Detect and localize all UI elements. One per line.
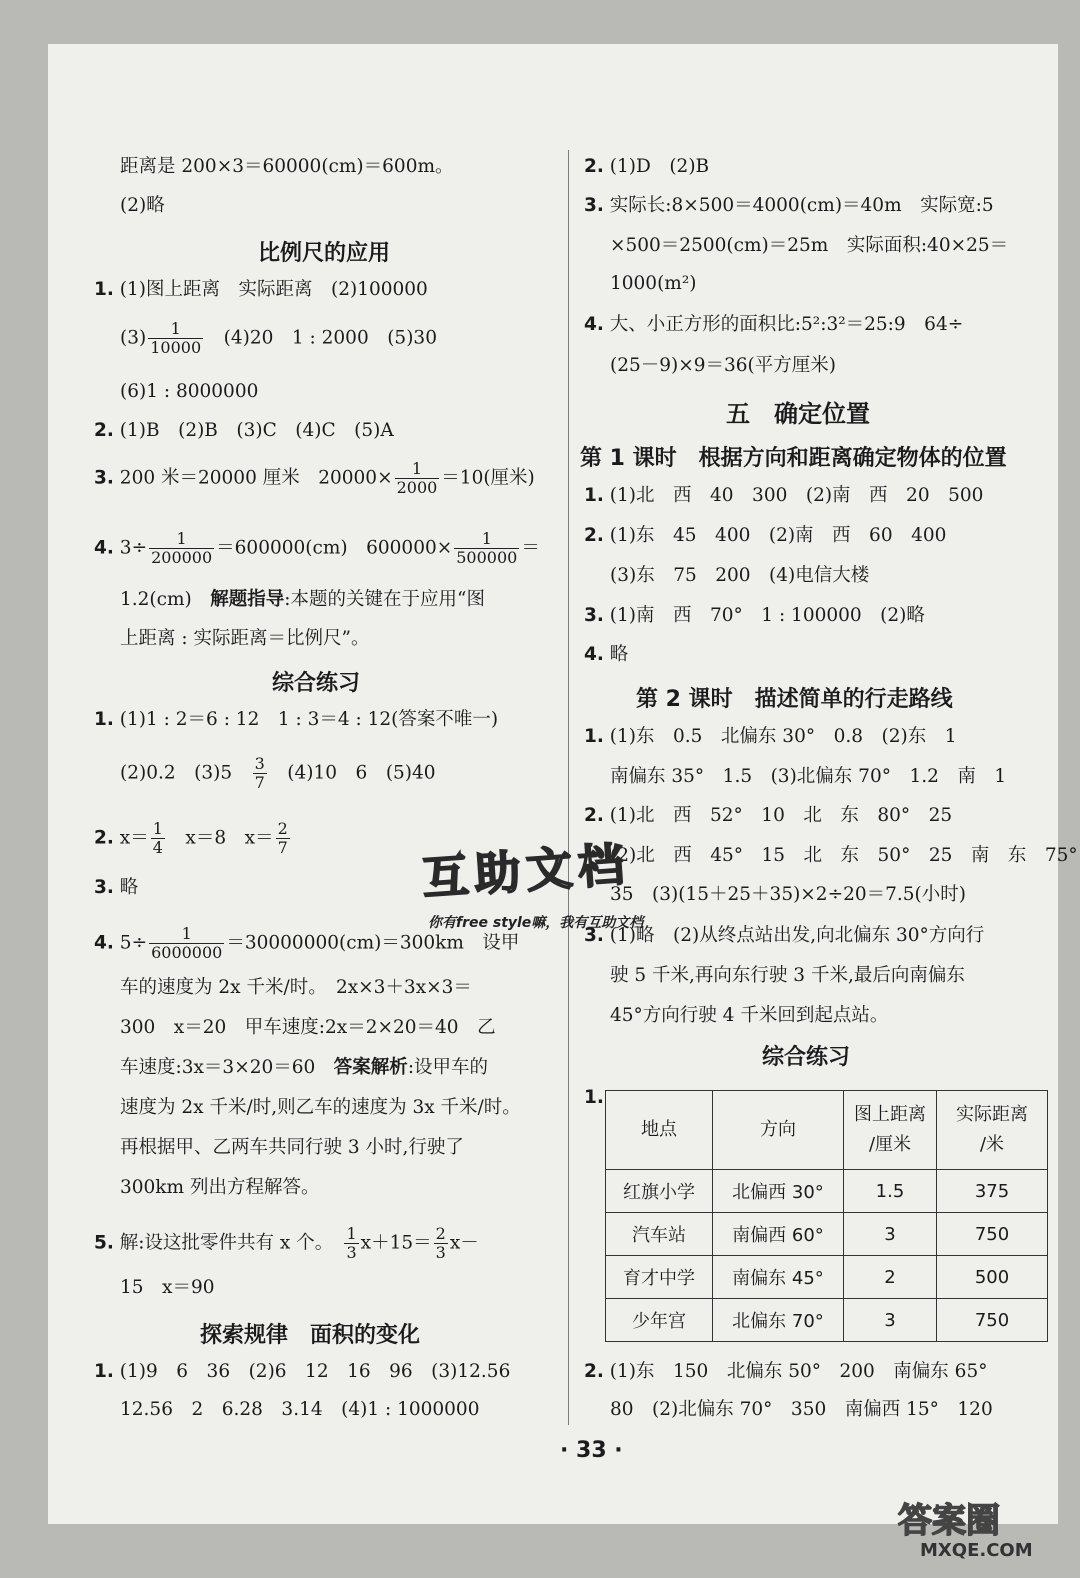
l1-q4: 4. 略 xyxy=(584,644,629,665)
pattern-q1-line1: 1. (1)9 6 36 (2)6 12 16 96 (3)12.56 xyxy=(94,1361,511,1382)
ex-q5-line2: 15 x＝90 xyxy=(120,1277,215,1298)
l2-q2-line2: (2)北 西 45° 15 北 东 50° 25 南 东 75° xyxy=(610,845,1078,866)
location-table xyxy=(605,1090,1048,1342)
r-ex-q2-line1: 2. (1)东 150 北偏东 50° 200 南偏东 65° xyxy=(584,1361,988,1382)
r-q4-line2: (25－9)×9＝36(平方厘米) xyxy=(610,355,836,376)
table-row: 汽车站 南偏西 60° 3 750 xyxy=(606,1213,1048,1256)
l2-q3-line3: 45°方向行驶 4 千米回到起点站。 xyxy=(610,1005,889,1026)
scale-q1-line2: (3) $\frac{1}{10000}$ (4)20 1 : 2000 (5)30 xyxy=(120,319,437,357)
l2-q3-line1: 3. (1)略 (2)从终点站出发,向北偏东 30°方向行 xyxy=(584,925,985,946)
r-ex-q2-line2: 80 (2)北偏东 70° 350 南偏西 15° 120 xyxy=(610,1399,993,1420)
line-2-omit: (2)略 xyxy=(120,195,165,216)
scale-q2: 2. (1)B (2)B (3)C (4)C (5)A xyxy=(94,420,394,441)
r-q3-line2: ×500＝2500(cm)＝25m 实际面积:40×25＝ xyxy=(610,235,1009,256)
ex-q4-line6: 再根据甲、乙两车共同行驶 3 小时,行驶了 xyxy=(120,1137,464,1158)
l2-q2-line1: 2. (1)北 西 52° 10 北 东 80° 25 xyxy=(584,805,953,826)
r-q3-line1: 3. 实际长:8×500＝4000(cm)＝40m 实际宽:5 xyxy=(584,195,994,216)
r-q3-line3: 1000(m²) xyxy=(610,273,697,294)
section-title-scale: 比例尺的应用 xyxy=(258,241,391,266)
col-header: 地点 xyxy=(606,1091,713,1170)
l2-q3-line2: 驶 5 千米,再向东行驶 3 千米,最后向南偏东 xyxy=(610,965,965,986)
scale-q4-line3: 上距离 : 实际距离＝比例尺”。 xyxy=(120,628,370,649)
col-header: 实际距离 /米 xyxy=(937,1091,1048,1170)
l2-q1-line2: 南偏东 35° 1.5 (3)北偏东 70° 1.2 南 1 xyxy=(610,766,1007,787)
l1-q2-line2: (3)东 75 200 (4)电信大楼 xyxy=(610,565,870,586)
lesson2-title: 第 2 课时 描述简单的行走路线 xyxy=(636,687,953,712)
l1-q2-line1: 2. (1)东 45 400 (2)南 西 60 400 xyxy=(584,525,947,546)
unit-title: 五 确定位置 xyxy=(726,400,870,428)
ex-q4-line2: 车的速度为 2x 千米/时。 2x×3＋3x×3＝ xyxy=(120,977,472,998)
column-divider xyxy=(568,150,569,1425)
ex-q4-line3: 300 x＝20 甲车速度:2x＝2×20＝40 乙 xyxy=(120,1017,496,1038)
hint-label: 解题指导 xyxy=(210,589,285,610)
ex-q4-line7: 300km 列出方程解答。 xyxy=(120,1177,320,1198)
scale-q1-line1: 1. (1)图上距离 实际距离 (2)100000 xyxy=(94,279,428,300)
watermark-logo: 互助文档 xyxy=(420,836,632,906)
analysis-label: 答案解析 xyxy=(333,1057,408,1078)
logo-url: MXQE.COM xyxy=(920,1540,1033,1561)
scale-q3: 3. 200 米＝20000 厘米 20000× $\frac{1}{2000}$ ＝10(厘米) xyxy=(94,459,535,497)
table-row: 育才中学 南偏东 45° 2 500 xyxy=(606,1256,1048,1299)
col-header: 方向 xyxy=(713,1091,844,1170)
ex-q4-line4: 车速度:3x＝3×20＝60 答案解析:设甲车的 xyxy=(120,1057,489,1078)
ex-q3: 3. 略 xyxy=(94,877,139,898)
table-row: 少年宫 北偏东 70° 3 750 xyxy=(606,1299,1048,1342)
scale-q1-line3: (6)1 : 8000000 xyxy=(120,381,259,402)
pattern-q1-line2: 12.56 2 6.28 3.14 (4)1 : 1000000 xyxy=(120,1399,480,1420)
r-q2: 2. (1)D (2)B xyxy=(584,156,710,177)
table-header-row xyxy=(606,1091,1048,1170)
table-row: 红旗小学 北偏西 30° 1.5 375 xyxy=(606,1170,1048,1213)
l2-q1-line1: 1. (1)东 0.5 北偏东 30° 0.8 (2)东 1 xyxy=(584,726,957,747)
col-header: 图上距离 /厘米 xyxy=(844,1091,937,1170)
l1-q3: 3. (1)南 西 70° 1 : 100000 (2)略 xyxy=(584,605,925,626)
fraction: $\frac{1}{10000}$ xyxy=(150,319,202,357)
ex-q5-line1: 5. 解:设这批零件共有 x 个。 $\frac{1}{3}$ x＋15＝ $\frac{2}{3}$ x－ xyxy=(94,1224,479,1262)
section-title-exercise-2: 综合练习 xyxy=(762,1045,851,1070)
ex-q2: 2. x＝ $\frac{1}{4}$ x＝8 x＝ $\frac{2}{7}$ xyxy=(94,819,288,857)
section-title-pattern: 探索规律 面积的变化 xyxy=(200,1323,421,1348)
scale-q4-line1: 4. 3÷ $\frac{1}{200000}$ ＝600000(cm) 600000× $\frac{1}{500000}$ ＝ xyxy=(94,529,540,567)
ex-q1-line1: 1. (1)1 : 2＝6 : 12 1 : 3＝4 : 12(答案不唯一) xyxy=(94,709,499,730)
ex-q4-line5: 速度为 2x 千米/时,则乙车的速度为 3x 千米/时。 xyxy=(120,1097,521,1118)
r-q4-line1: 4. 大、小正方形的面积比:5²:3²＝25:9 64÷ xyxy=(584,314,964,335)
page-number: · 33 · xyxy=(560,1438,623,1463)
ex-q1-line2: (2)0.2 (3)5 $\frac{3}{7}$ (4)10 6 (5)40 xyxy=(120,754,436,792)
site-logo xyxy=(890,1492,1065,1562)
watermark-slogan: 你有free style嘛，我有互助文档 xyxy=(428,915,644,931)
r-ex-q1-num: 1. xyxy=(584,1087,604,1108)
l1-q1: 1. (1)北 西 40 300 (2)南 西 20 500 xyxy=(584,485,984,506)
lesson1-title: 第 1 课时 根据方向和距离确定物体的位置 xyxy=(580,446,1007,471)
ex-q4-line1: 4. 5÷ $\frac{1}{6000000}$ ＝30000000(cm)＝300km 设甲 xyxy=(94,924,520,962)
scale-q4-line2: 1.2(cm) 解题指导:本题的关键在于应用“图 xyxy=(120,589,485,610)
line-distance: 距离是 200×3＝60000(cm)＝600m。 xyxy=(120,156,454,177)
logo-text: 答案圈 xyxy=(898,1501,1000,1541)
section-title-exercise: 综合练习 xyxy=(272,671,361,696)
l2-q2-line3: 35 (3)(15＋25＋35)×2÷20＝7.5(小时) xyxy=(610,884,966,905)
